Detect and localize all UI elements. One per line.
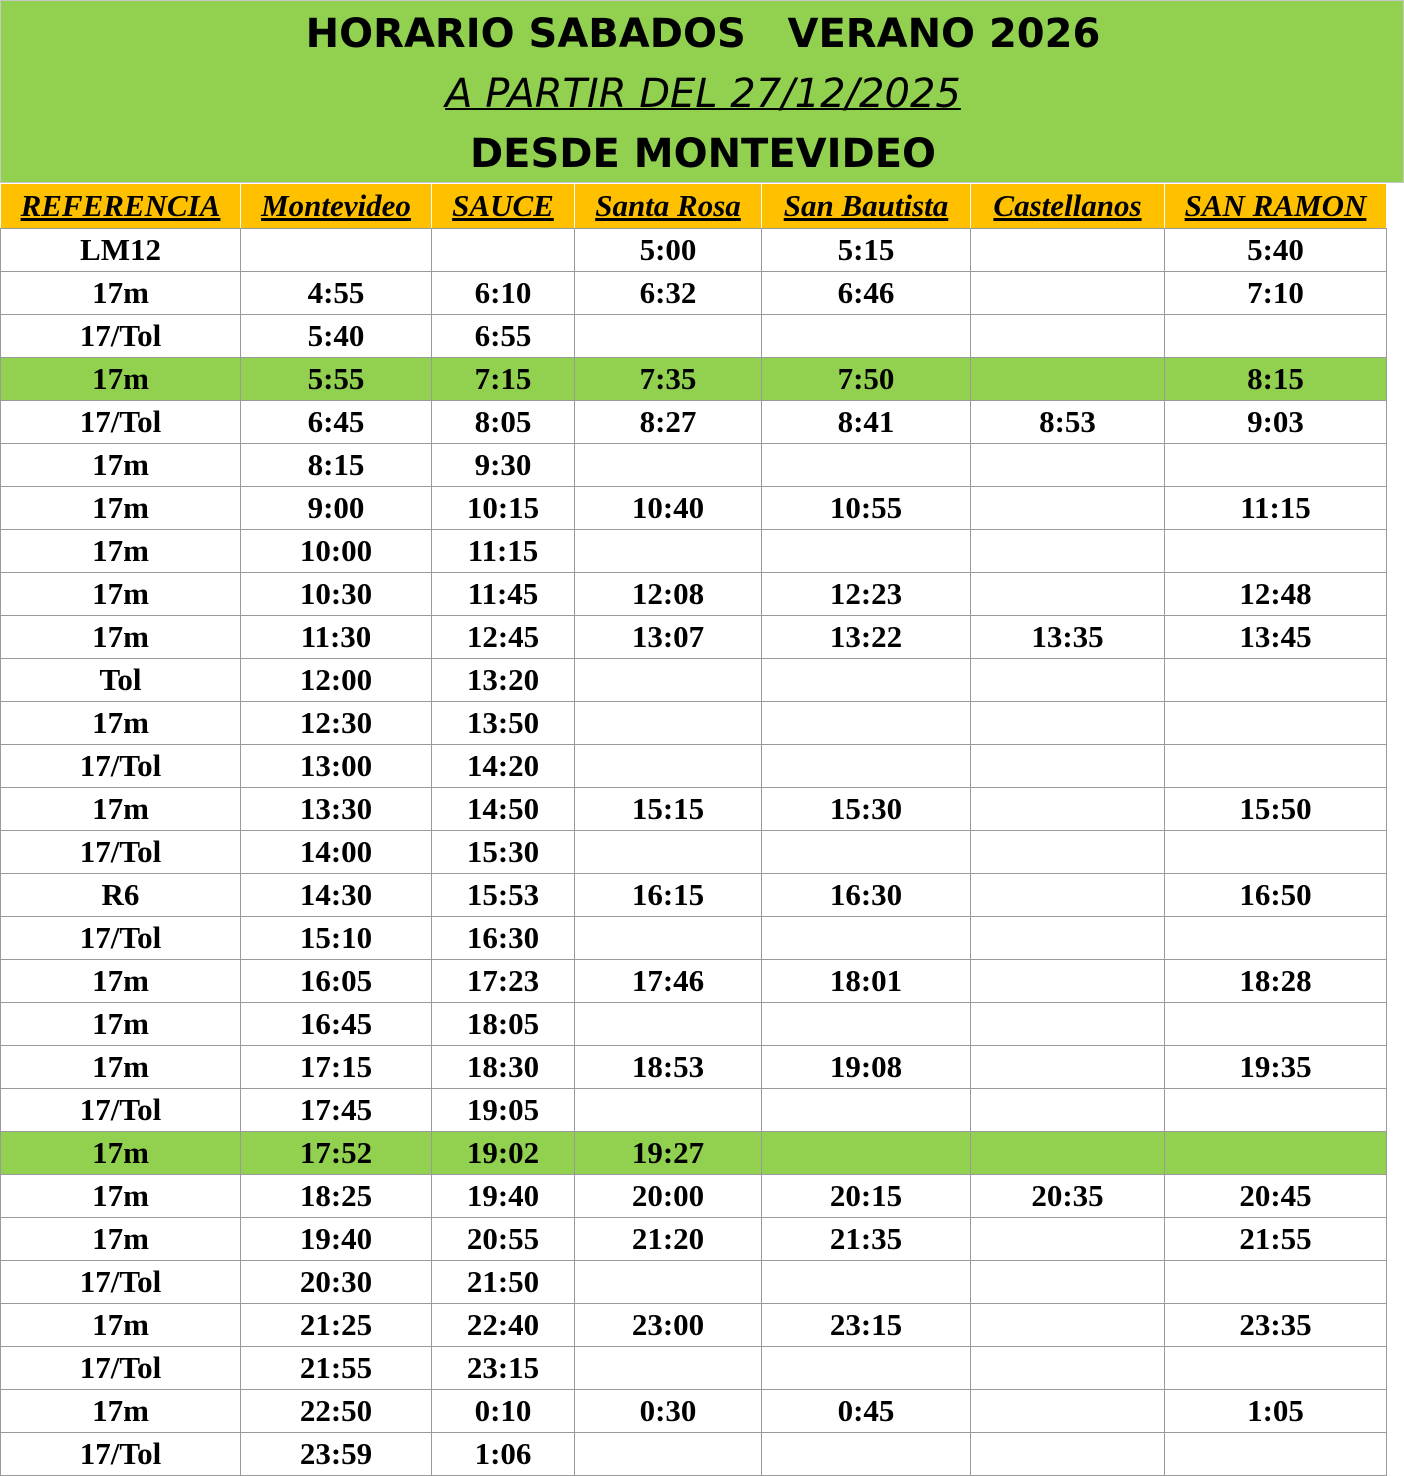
title-banner: [0, 0, 1404, 183]
cell-sauce: 22:40: [432, 1304, 575, 1347]
cell-sauce: 14:50: [432, 788, 575, 831]
cell-castellanos: [971, 1347, 1165, 1390]
cell-santa-rosa: [575, 917, 762, 960]
cell-sauce: 18:05: [432, 1003, 575, 1046]
cell-san-bautista: [762, 1433, 971, 1476]
cell-montevideo: 11:30: [241, 616, 432, 659]
cell-san-bautista: 7:50: [762, 358, 971, 401]
cell-san-bautista: 19:08: [762, 1046, 971, 1089]
cell-san-bautista: [762, 444, 971, 487]
cell-san-bautista: 18:01: [762, 960, 971, 1003]
cell-sauce: 21:50: [432, 1261, 575, 1304]
cell-santa-rosa: 17:46: [575, 960, 762, 1003]
column-header-san-bautista: San Bautista: [762, 184, 971, 229]
cell-sauce: 20:55: [432, 1218, 575, 1261]
cell-san-bautista: [762, 659, 971, 702]
cell-referencia: 17m: [1, 1175, 241, 1218]
table-row: [1, 530, 1387, 573]
schedule-title: HORARIO SABADOS VERANO 2026: [305, 11, 1101, 57]
cell-referencia: 17/Tol: [1, 1261, 241, 1304]
cell-montevideo: 17:15: [241, 1046, 432, 1089]
cell-sauce: 19:40: [432, 1175, 575, 1218]
cell-montevideo: 9:00: [241, 487, 432, 530]
cell-castellanos: [971, 1218, 1165, 1261]
cell-castellanos: [971, 659, 1165, 702]
cell-sauce: 16:30: [432, 917, 575, 960]
cell-referencia: 17/Tol: [1, 1089, 241, 1132]
cell-san-bautista: 15:30: [762, 788, 971, 831]
cell-sauce: 15:30: [432, 831, 575, 874]
cell-referencia: LM12: [1, 229, 241, 272]
column-header-san-ramon: SAN RAMON: [1165, 184, 1387, 229]
table-row: [1, 358, 1387, 401]
table-row: [1, 444, 1387, 487]
cell-san-bautista: 0:45: [762, 1390, 971, 1433]
cell-santa-rosa: 16:15: [575, 874, 762, 917]
cell-sauce: 18:30: [432, 1046, 575, 1089]
cell-sauce: 17:23: [432, 960, 575, 1003]
cell-sauce: 11:45: [432, 573, 575, 616]
cell-sauce: 13:50: [432, 702, 575, 745]
cell-santa-rosa: [575, 444, 762, 487]
table-row: [1, 272, 1387, 315]
cell-referencia: 17/Tol: [1, 831, 241, 874]
cell-santa-rosa: [575, 702, 762, 745]
cell-referencia: 17m: [1, 788, 241, 831]
cell-san-ramon: [1165, 1347, 1387, 1390]
cell-san-ramon: [1165, 530, 1387, 573]
cell-san-bautista: [762, 702, 971, 745]
cell-castellanos: [971, 874, 1165, 917]
cell-castellanos: [971, 702, 1165, 745]
cell-montevideo: 18:25: [241, 1175, 432, 1218]
cell-santa-rosa: [575, 1347, 762, 1390]
cell-santa-rosa: [575, 530, 762, 573]
cell-san-bautista: 16:30: [762, 874, 971, 917]
cell-san-ramon: [1165, 1132, 1387, 1175]
cell-san-ramon: [1165, 917, 1387, 960]
column-header-santa-rosa: Santa Rosa: [575, 184, 762, 229]
cell-san-bautista: [762, 745, 971, 788]
schedule-body: [1, 229, 1387, 1476]
cell-san-ramon: 13:45: [1165, 616, 1387, 659]
cell-san-ramon: [1165, 702, 1387, 745]
table-row: [1, 702, 1387, 745]
cell-referencia: 17m: [1, 358, 241, 401]
table-row: [1, 1304, 1387, 1347]
cell-montevideo: 16:45: [241, 1003, 432, 1046]
cell-san-ramon: [1165, 1433, 1387, 1476]
cell-sauce: 11:15: [432, 530, 575, 573]
cell-san-ramon: 8:15: [1165, 358, 1387, 401]
table-row: [1, 874, 1387, 917]
cell-santa-rosa: [575, 831, 762, 874]
table-row: [1, 616, 1387, 659]
cell-referencia: 17m: [1, 1218, 241, 1261]
cell-castellanos: [971, 358, 1165, 401]
table-row: [1, 745, 1387, 788]
cell-san-ramon: 1:05: [1165, 1390, 1387, 1433]
table-row: [1, 1390, 1387, 1433]
cell-montevideo: 10:00: [241, 530, 432, 573]
cell-montevideo: 21:55: [241, 1347, 432, 1390]
cell-castellanos: 20:35: [971, 1175, 1165, 1218]
cell-sauce: 7:15: [432, 358, 575, 401]
cell-referencia: 17/Tol: [1, 315, 241, 358]
cell-san-bautista: 12:23: [762, 573, 971, 616]
cell-referencia: 17m: [1, 1132, 241, 1175]
cell-santa-rosa: 0:30: [575, 1390, 762, 1433]
cell-castellanos: [971, 1304, 1165, 1347]
cell-referencia: 17m: [1, 272, 241, 315]
cell-montevideo: 19:40: [241, 1218, 432, 1261]
cell-montevideo: [241, 229, 432, 272]
cell-castellanos: [971, 1003, 1165, 1046]
cell-san-ramon: 7:10: [1165, 272, 1387, 315]
cell-montevideo: 12:30: [241, 702, 432, 745]
table-row: [1, 788, 1387, 831]
cell-santa-rosa: 8:27: [575, 401, 762, 444]
cell-san-bautista: 23:15: [762, 1304, 971, 1347]
cell-san-bautista: 5:15: [762, 229, 971, 272]
cell-referencia: 17m: [1, 1390, 241, 1433]
cell-referencia: 17m: [1, 1046, 241, 1089]
table-row: [1, 229, 1387, 272]
cell-referencia: 17/Tol: [1, 1433, 241, 1476]
cell-sauce: 14:20: [432, 745, 575, 788]
cell-referencia: 17m: [1, 1304, 241, 1347]
cell-santa-rosa: 7:35: [575, 358, 762, 401]
cell-san-ramon: [1165, 444, 1387, 487]
cell-santa-rosa: [575, 1003, 762, 1046]
table-row: [1, 1003, 1387, 1046]
cell-san-ramon: [1165, 745, 1387, 788]
table-row: [1, 1046, 1387, 1089]
cell-castellanos: [971, 1390, 1165, 1433]
cell-montevideo: 5:40: [241, 315, 432, 358]
cell-santa-rosa: [575, 745, 762, 788]
table-row: [1, 1132, 1387, 1175]
cell-san-bautista: [762, 1261, 971, 1304]
cell-san-ramon: 21:55: [1165, 1218, 1387, 1261]
cell-san-ramon: 5:40: [1165, 229, 1387, 272]
cell-referencia: 17/Tol: [1, 745, 241, 788]
cell-san-bautista: [762, 315, 971, 358]
cell-san-ramon: 15:50: [1165, 788, 1387, 831]
cell-referencia: 17m: [1, 487, 241, 530]
cell-castellanos: [971, 573, 1165, 616]
cell-referencia: R6: [1, 874, 241, 917]
cell-san-bautista: 10:55: [762, 487, 971, 530]
cell-montevideo: 14:00: [241, 831, 432, 874]
cell-castellanos: [971, 788, 1165, 831]
cell-santa-rosa: 20:00: [575, 1175, 762, 1218]
cell-san-ramon: [1165, 315, 1387, 358]
table-row: [1, 487, 1387, 530]
cell-castellanos: [971, 831, 1165, 874]
cell-san-bautista: [762, 917, 971, 960]
cell-san-bautista: [762, 530, 971, 573]
cell-santa-rosa: [575, 1433, 762, 1476]
cell-montevideo: 17:45: [241, 1089, 432, 1132]
schedule-table: [0, 183, 1387, 1476]
cell-referencia: 17/Tol: [1, 1347, 241, 1390]
cell-santa-rosa: 19:27: [575, 1132, 762, 1175]
cell-sauce: 8:05: [432, 401, 575, 444]
table-row: [1, 917, 1387, 960]
cell-san-ramon: 9:03: [1165, 401, 1387, 444]
cell-referencia: 17m: [1, 573, 241, 616]
cell-sauce: 0:10: [432, 1390, 575, 1433]
cell-san-bautista: 13:22: [762, 616, 971, 659]
cell-castellanos: 13:35: [971, 616, 1165, 659]
cell-san-ramon: [1165, 831, 1387, 874]
cell-sauce: 6:10: [432, 272, 575, 315]
cell-montevideo: 6:45: [241, 401, 432, 444]
table-row: [1, 1261, 1387, 1304]
table-row: [1, 960, 1387, 1003]
cell-montevideo: 13:00: [241, 745, 432, 788]
validity-date-text: A PARTIR DEL 27/12/2025: [445, 71, 961, 117]
cell-castellanos: [971, 1261, 1165, 1304]
cell-san-bautista: [762, 1003, 971, 1046]
cell-castellanos: [971, 960, 1165, 1003]
cell-san-ramon: [1165, 1261, 1387, 1304]
table-row: [1, 1347, 1387, 1390]
cell-santa-rosa: 18:53: [575, 1046, 762, 1089]
cell-montevideo: 23:59: [241, 1433, 432, 1476]
cell-san-bautista: 6:46: [762, 272, 971, 315]
cell-montevideo: 22:50: [241, 1390, 432, 1433]
cell-sauce: 6:55: [432, 315, 575, 358]
table-row: [1, 401, 1387, 444]
cell-montevideo: 12:00: [241, 659, 432, 702]
cell-santa-rosa: 6:32: [575, 272, 762, 315]
cell-castellanos: [971, 315, 1165, 358]
cell-santa-rosa: 12:08: [575, 573, 762, 616]
table-row: [1, 1089, 1387, 1132]
cell-castellanos: 8:53: [971, 401, 1165, 444]
cell-referencia: Tol: [1, 659, 241, 702]
cell-castellanos: [971, 229, 1165, 272]
cell-referencia: 17m: [1, 616, 241, 659]
cell-san-bautista: 20:15: [762, 1175, 971, 1218]
table-row: [1, 315, 1387, 358]
cell-montevideo: 10:30: [241, 573, 432, 616]
cell-san-ramon: [1165, 659, 1387, 702]
cell-montevideo: 4:55: [241, 272, 432, 315]
column-header-sauce: SAUCE: [432, 184, 575, 229]
cell-santa-rosa: 23:00: [575, 1304, 762, 1347]
cell-referencia: 17m: [1, 702, 241, 745]
cell-castellanos: [971, 1046, 1165, 1089]
cell-castellanos: [971, 530, 1165, 573]
cell-montevideo: 17:52: [241, 1132, 432, 1175]
cell-san-ramon: [1165, 1089, 1387, 1132]
cell-santa-rosa: 15:15: [575, 788, 762, 831]
cell-referencia: 17m: [1, 1003, 241, 1046]
right-margin: [1387, 183, 1404, 1474]
cell-castellanos: [971, 745, 1165, 788]
cell-montevideo: 15:10: [241, 917, 432, 960]
cell-castellanos: [971, 487, 1165, 530]
cell-montevideo: 21:25: [241, 1304, 432, 1347]
cell-montevideo: 14:30: [241, 874, 432, 917]
cell-referencia: 17m: [1, 960, 241, 1003]
cell-referencia: 17m: [1, 530, 241, 573]
cell-san-ramon: 23:35: [1165, 1304, 1387, 1347]
cell-san-bautista: 21:35: [762, 1218, 971, 1261]
cell-san-ramon: 20:45: [1165, 1175, 1387, 1218]
cell-santa-rosa: [575, 315, 762, 358]
cell-montevideo: 5:55: [241, 358, 432, 401]
cell-san-bautista: [762, 1089, 971, 1132]
cell-montevideo: 13:30: [241, 788, 432, 831]
cell-referencia: 17/Tol: [1, 917, 241, 960]
cell-castellanos: [971, 1089, 1165, 1132]
cell-santa-rosa: [575, 1261, 762, 1304]
cell-montevideo: 20:30: [241, 1261, 432, 1304]
cell-sauce: 10:15: [432, 487, 575, 530]
table-row: [1, 573, 1387, 616]
cell-montevideo: 16:05: [241, 960, 432, 1003]
cell-castellanos: [971, 917, 1165, 960]
cell-castellanos: [971, 1433, 1165, 1476]
cell-sauce: 15:53: [432, 874, 575, 917]
origin-label: DESDE MONTEVIDEO: [469, 131, 937, 177]
cell-santa-rosa: 10:40: [575, 487, 762, 530]
cell-santa-rosa: 5:00: [575, 229, 762, 272]
cell-sauce: 9:30: [432, 444, 575, 487]
cell-sauce: 13:20: [432, 659, 575, 702]
cell-san-bautista: [762, 1132, 971, 1175]
cell-san-bautista: 8:41: [762, 401, 971, 444]
cell-sauce: 1:06: [432, 1433, 575, 1476]
table-row: [1, 831, 1387, 874]
cell-san-ramon: 19:35: [1165, 1046, 1387, 1089]
table-row: [1, 1433, 1387, 1476]
cell-santa-rosa: 21:20: [575, 1218, 762, 1261]
cell-san-ramon: 18:28: [1165, 960, 1387, 1003]
cell-sauce: 19:05: [432, 1089, 575, 1132]
cell-castellanos: [971, 1132, 1165, 1175]
cell-sauce: 23:15: [432, 1347, 575, 1390]
cell-san-ramon: 12:48: [1165, 573, 1387, 616]
cell-castellanos: [971, 444, 1165, 487]
cell-castellanos: [971, 272, 1165, 315]
cell-sauce: 12:45: [432, 616, 575, 659]
cell-referencia: 17m: [1, 444, 241, 487]
column-header-montevideo: Montevideo: [241, 184, 432, 229]
cell-montevideo: 8:15: [241, 444, 432, 487]
table-row: [1, 659, 1387, 702]
cell-sauce: [432, 229, 575, 272]
table-row: [1, 1218, 1387, 1261]
cell-santa-rosa: [575, 659, 762, 702]
cell-san-ramon: [1165, 1003, 1387, 1046]
column-header-castellanos: Castellanos: [971, 184, 1165, 229]
column-header-referencia: REFERENCIA: [1, 184, 241, 229]
cell-san-bautista: [762, 831, 971, 874]
cell-san-ramon: 16:50: [1165, 874, 1387, 917]
cell-sauce: 19:02: [432, 1132, 575, 1175]
cell-san-bautista: [762, 1347, 971, 1390]
cell-san-ramon: 11:15: [1165, 487, 1387, 530]
cell-santa-rosa: [575, 1089, 762, 1132]
table-row: [1, 1175, 1387, 1218]
header-row: [1, 184, 1387, 229]
cell-santa-rosa: 13:07: [575, 616, 762, 659]
cell-referencia: 17/Tol: [1, 401, 241, 444]
validity-date: [1, 71, 1404, 117]
